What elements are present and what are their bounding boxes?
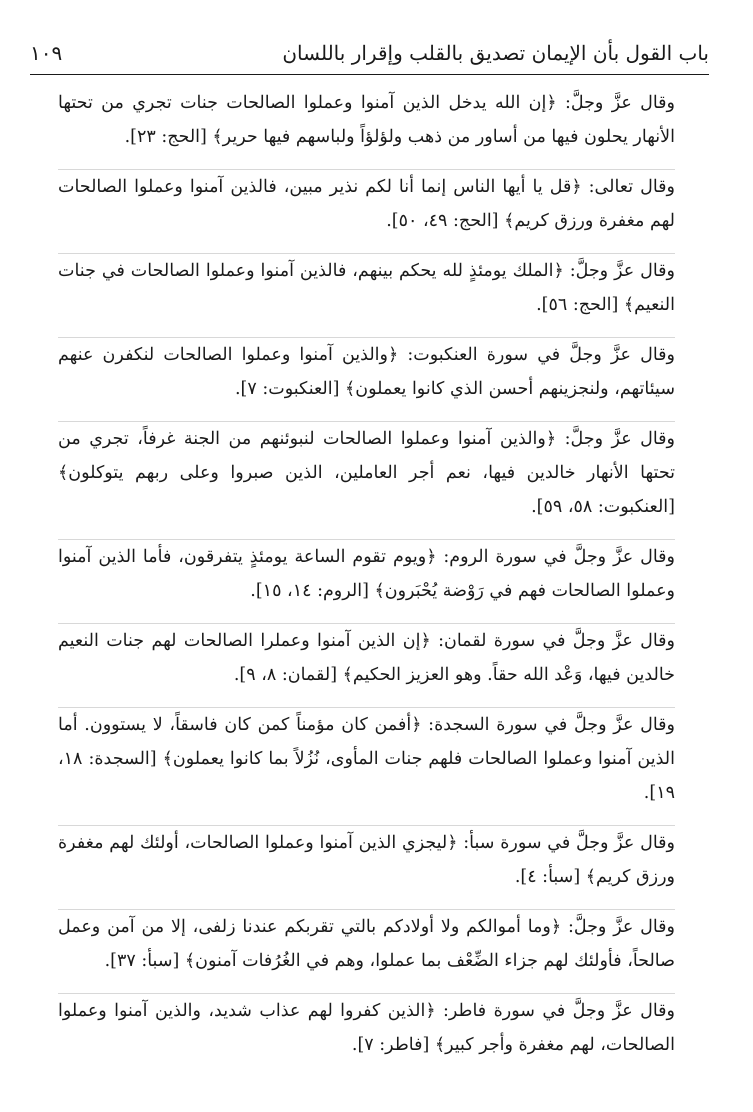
paragraph-separator — [58, 154, 675, 170]
paragraph-sajda-18-19: وقال عزَّ وجلَّ في سورة السجدة: ﴿أفمن كان مؤمناً كمن كان فاسقاً، لا يستوون. أما الذين آمنوا وعملوا الصالحات فلهم جنات المأوى، نُزُلاً بما كانوا يعملون﴾ [السجدة: ١٨، ١٩]. — [58, 715, 675, 803]
paragraph-fatir-7: وقال عزَّ وجلَّ في سورة فاطر: ﴿الذين كفروا لهم عذاب شديد، والذين آمنوا وعملوا الصالحات، لهم مغفرة وأجر كبير﴾ [فاطر: ٧]. — [58, 1001, 675, 1055]
paragraph-separator — [58, 406, 675, 422]
paragraph-separator — [58, 978, 675, 994]
paragraph-rum-14-15: وقال عزَّ وجلَّ في سورة الروم: ﴿ويوم تقوم الساعة يومئذٍ يتفرقون، فأما الذين آمنوا وعملوا الصالحات فهم في رَوْضة يُحْبَرون﴾ [الروم: ١٤، ١٥]. — [58, 547, 675, 601]
page-header — [30, 36, 709, 70]
paragraph-luqman-8-9: وقال عزَّ وجلَّ في سورة لقمان: ﴿إن الذين آمنوا وعملرا الصالحات لهم جنات النعيم خالدين فيها، وَعْد الله حقاً. وهو العزيز الحكيم﴾ [لقمان: ٨، ٩]. — [58, 631, 675, 685]
paragraph-hajj-23: وقال عزَّ وجلَّ: ﴿إن الله يدخل الذين آمنوا وعملوا الصالحات جنات تجري من تحتها الأنهار يحلون فيها من أساور من ذهب ولؤلؤاً ولباسهم فيها حرير﴾ [الحج: ٢٣]. — [58, 93, 675, 147]
paragraph-separator — [58, 238, 675, 254]
paragraph-hajj-56: وقال عزَّ وجلَّ: ﴿الملك يومئذٍ لله يحكم بينهم، فالذين آمنوا وعملوا الصالحات في جنات النعيم﴾ [الحج: ٥٦]. — [58, 261, 675, 315]
paragraph-ankabut-58-59: وقال عزَّ وجلَّ: ﴿والذين آمنوا وعملوا الصالحات لنبوئنهم من الجنة غرفاً، تجري من تحتها الأنهار خالدين فيها، نعم أجر العاملين، الذين صبروا وعلى ربهم يتوكلون﴾ [العنكبوت: ٥٨، ٥٩]. — [58, 429, 675, 517]
paragraph-saba-37: وقال عزَّ وجلَّ: ﴿وما أموالكم ولا أولادكم بالتي تقربكم عندنا زلفى، إلا من آمن وعمل صالحاً، فأولئك لهم جزاء الضِّعْف بما عملوا، وهم في الغُرُفات آمنون﴾ [سبأ: ٣٧]. — [58, 917, 675, 971]
paragraph-hajj-49-50: وقال تعالى: ﴿قل يا أيها الناس إنما أنا لكم نذير مبين، فالذين آمنوا وعملوا الصالحات لهم مغفرة ورزق كريم﴾ [الحج: ٤٩، ٥٠]. — [58, 177, 675, 231]
paragraph-separator — [58, 692, 675, 708]
page-body — [58, 86, 675, 1055]
paragraph-separator — [58, 894, 675, 910]
paragraph-ankabut-7: وقال عزَّ وجلَّ في سورة العنكبوت: ﴿والذين آمنوا وعملوا الصالحات لنكفرن عنهم سيئاتهم، ولنجزينهم أحسن الذي كانوا يعملون﴾ [العنكبوت: ٧]. — [58, 345, 675, 399]
paragraph-separator — [58, 524, 675, 540]
paragraph-separator — [58, 322, 675, 338]
page-number: ١٠٩ — [30, 41, 63, 65]
paragraph-separator — [58, 810, 675, 826]
paragraph-separator — [58, 608, 675, 624]
running-title: باب القول بأن الإيمان تصديق بالقلب وإقرار باللسان — [282, 41, 709, 65]
header-rule — [30, 74, 709, 75]
paragraph-saba-4: وقال عزَّ وجلَّ في سورة سبأ: ﴿ليجزي الذين آمنوا وعملوا الصالحات، أولئك لهم مغفرة ورزق كريم﴾ [سبأ: ٤]. — [58, 833, 675, 887]
